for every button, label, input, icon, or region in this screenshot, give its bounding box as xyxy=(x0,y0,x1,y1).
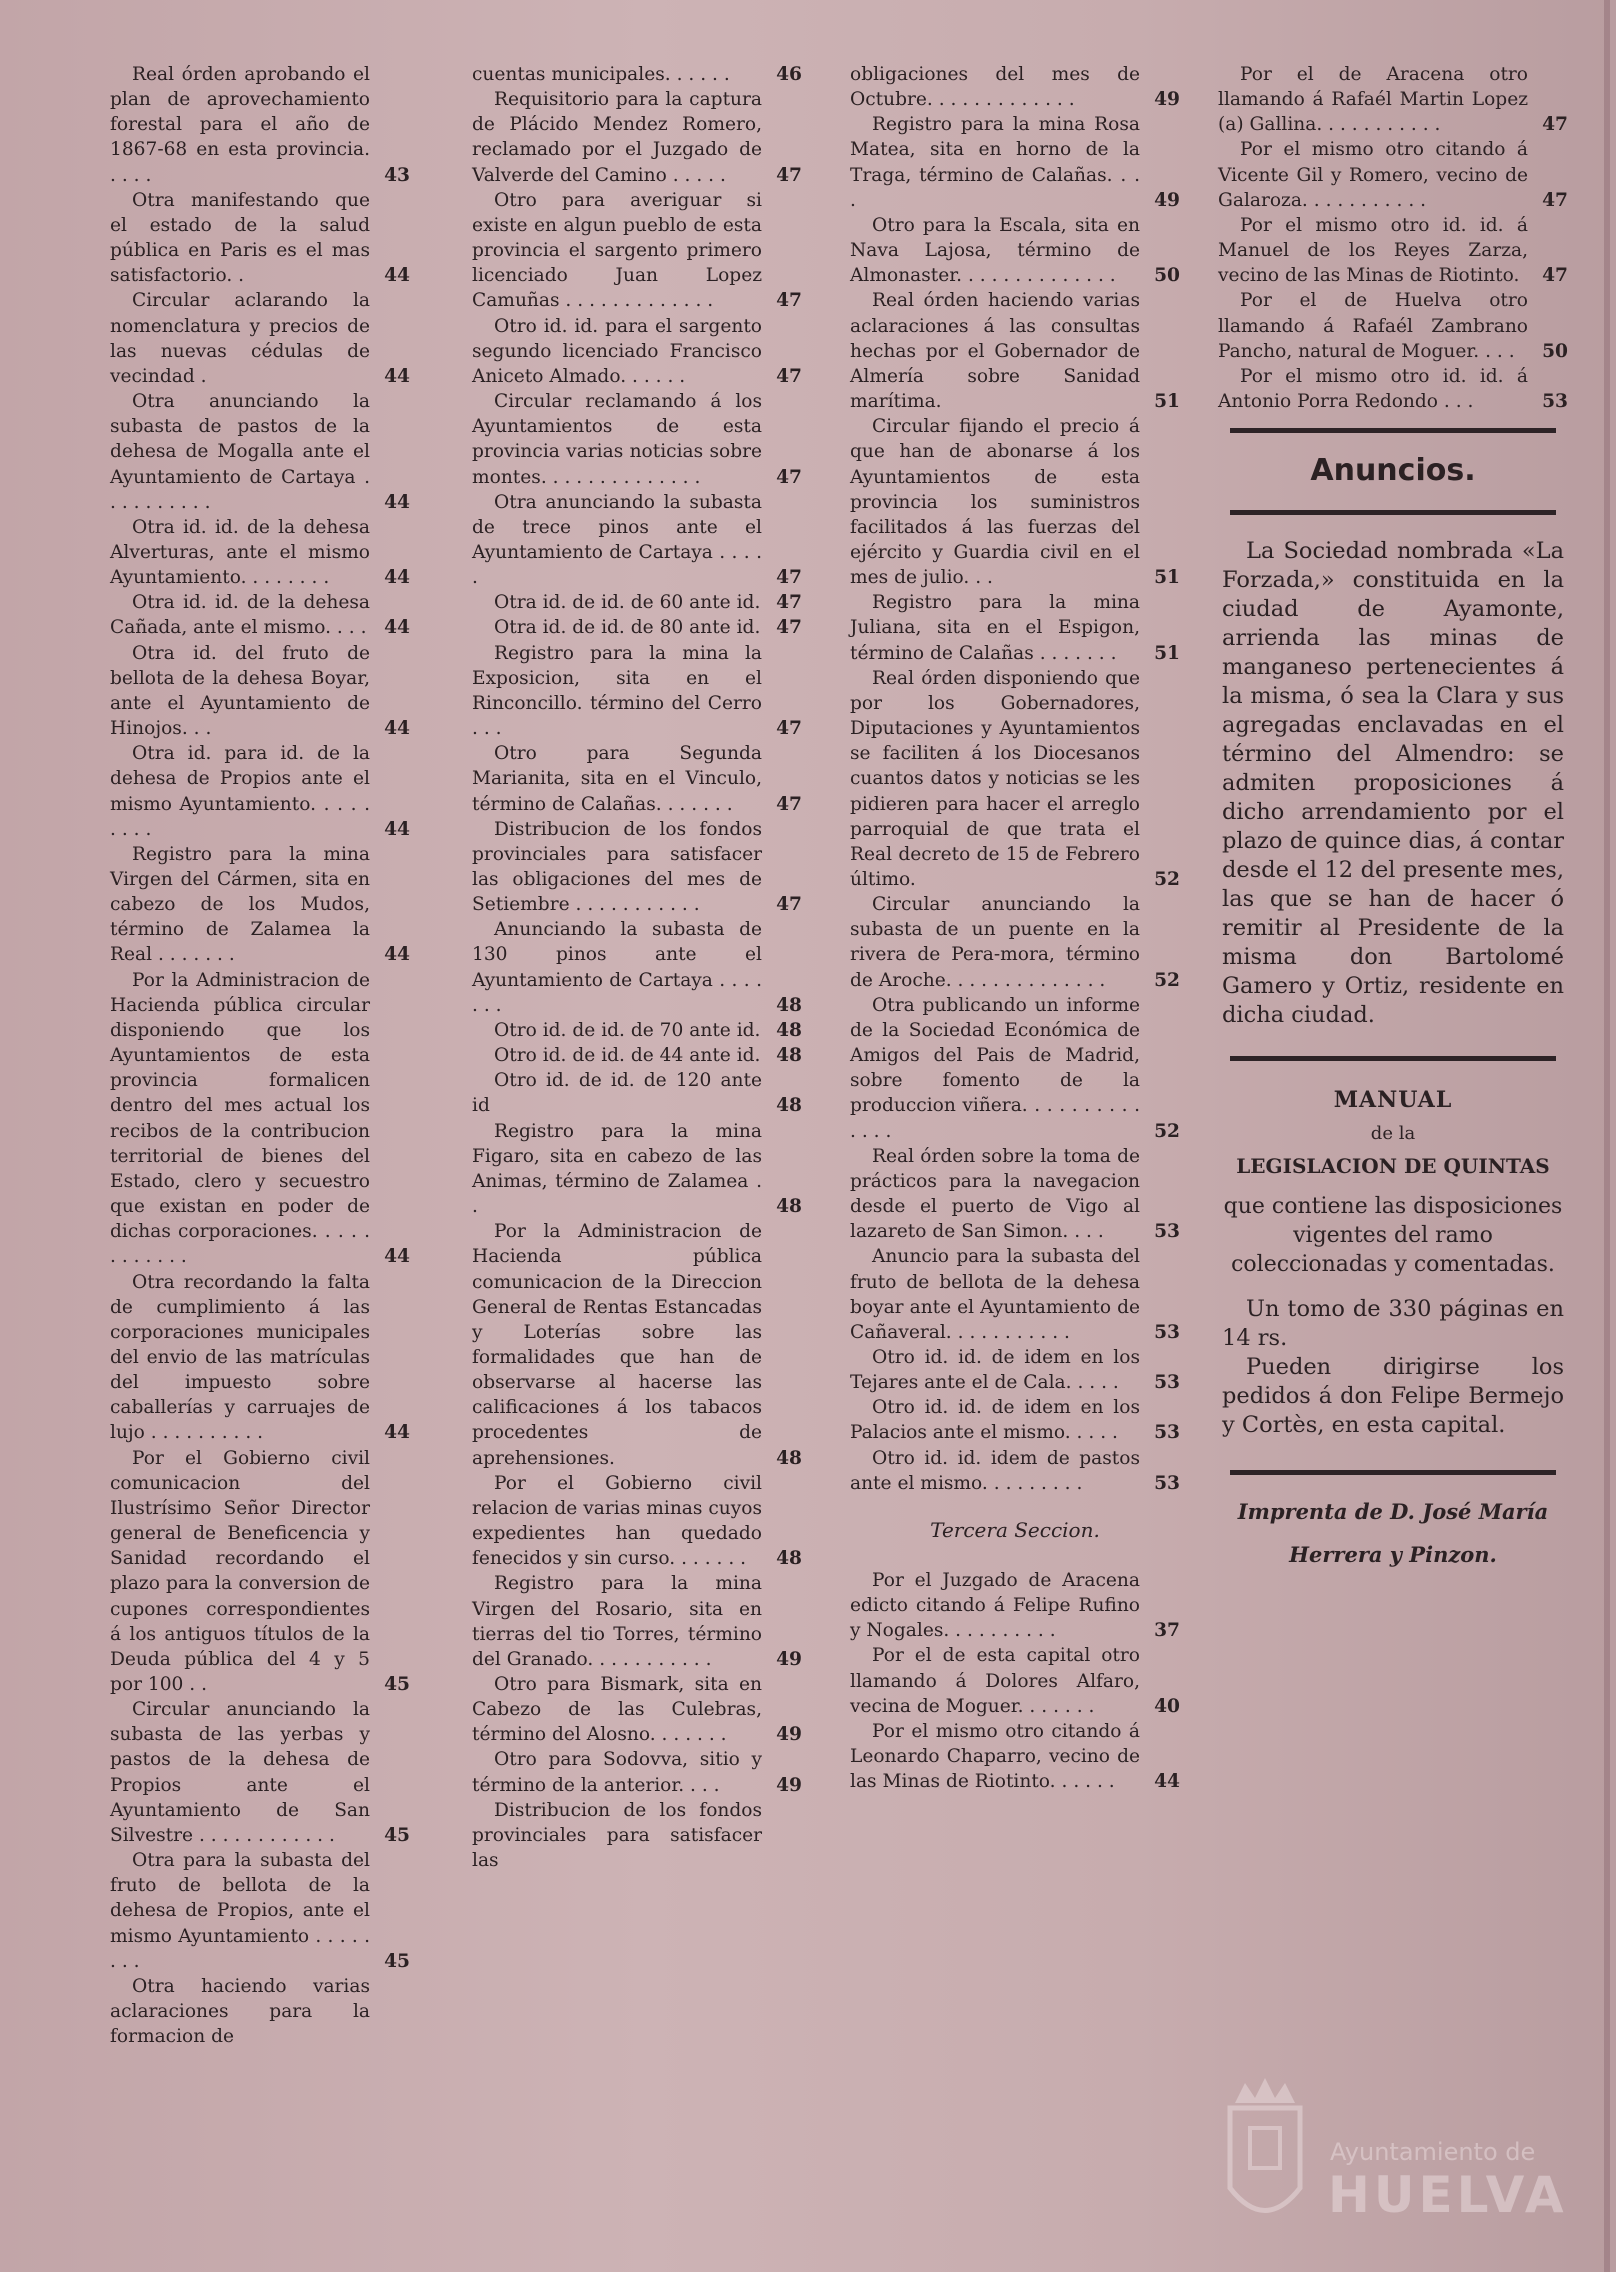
entry-text: Por el de Huelva otro llamando á Rafaél Zambrano Pancho, natural de Moguer. . . . xyxy=(1218,290,1528,362)
entry-page-number: 44 xyxy=(384,567,410,589)
index-entry xyxy=(472,1672,802,1747)
index-entry xyxy=(472,641,802,742)
index-entry xyxy=(472,1043,802,1068)
entry-text: Distribucion de los fondos provinciales para satisfacer las obligaciones del mes de Setiembre . . . . . . . . . . . xyxy=(472,818,762,916)
index-entry xyxy=(472,490,802,591)
entry-text: Otra id. para id. de la dehesa de Propios ante el mismo Ayuntamiento. . . . . . . . . xyxy=(110,743,370,840)
index-entry xyxy=(472,314,802,389)
entry-text: Real órden haciendo varias aclaraciones á las consultas hechas por el Gobernador de Almería sobre Sanidad marítima. xyxy=(850,290,1140,413)
entry-text: Por el de esta capital otro llamando á Dolores Alfaro, vecina de Moguer. . . . . . . xyxy=(850,1645,1140,1717)
index-entry xyxy=(472,1471,802,1572)
index-entry xyxy=(110,1697,410,1848)
entry-page-number: 47 xyxy=(1542,265,1568,287)
crest-icon xyxy=(1220,2068,1310,2238)
watermark-line-1: Ayuntamiento de xyxy=(1330,2138,1536,2166)
index-entry xyxy=(110,968,410,1270)
imprint-line-2: Herrera y Pinzon. xyxy=(1289,1542,1497,1568)
entry-page-number: 49 xyxy=(1154,189,1180,211)
index-entry xyxy=(850,1144,1180,1245)
index-entry xyxy=(110,590,410,640)
entry-page-number: 45 xyxy=(384,1950,410,1972)
entry-text: Otro id. id. para el sargento segundo licenciado Francisco Aniceto Almado. . . . . . xyxy=(472,315,762,387)
entry-text: Otra id. id. de la dehesa Alverturas, ante el mismo Ayuntamiento. . . . . . . . xyxy=(110,516,370,589)
entry-text: Otro para averiguar si existe en algun pueblo de esta provincia el sargento primero licenciado Juan Lopez Camuñas . . . . . . . . . . . . . xyxy=(472,189,762,312)
entry-page-number: 51 xyxy=(1154,567,1180,589)
entry-page-number: 46 xyxy=(776,64,802,85)
entry-page-number: 52 xyxy=(1154,1120,1180,1142)
entry-page-number: 48 xyxy=(776,1045,802,1067)
entry-page-number: 51 xyxy=(1154,391,1180,413)
entry-text: Otro para Bismark, sita en Cabezo de las Culebras, término del Alosno. . . . . . . xyxy=(472,1674,762,1746)
entry-text: Registro para la mina Figaro, sita en cabezo de las Animas, término de Zalamea . . xyxy=(472,1120,762,1218)
index-entry xyxy=(850,1643,1180,1718)
index-entry xyxy=(850,1395,1180,1445)
divider xyxy=(1230,510,1556,515)
entry-page-number: 44 xyxy=(384,818,410,840)
entry-text: Otra id. de id. de 80 ante id. xyxy=(494,617,761,639)
index-entry xyxy=(110,1270,410,1446)
entry-page-number: 47 xyxy=(776,793,802,815)
index-entry xyxy=(110,641,410,742)
entry-page-number: 37 xyxy=(1154,1620,1180,1642)
entry-text: Registro para la mina Juliana, sita en el Espigon, término de Calañas . . . . . . . xyxy=(850,592,1140,664)
index-column-1 xyxy=(110,62,410,2049)
index-entry xyxy=(1218,137,1568,212)
index-entry xyxy=(110,389,410,515)
index-entry xyxy=(110,1848,410,1974)
entry-text: Real órden aprobando el plan de aprovechamiento forestal para el año de 1867-68 en esta provincia. . . . . xyxy=(110,64,370,186)
index-entry xyxy=(110,515,410,590)
entry-page-number: 40 xyxy=(1154,1695,1180,1717)
entry-text: Otra anunciando la subasta de trece pinos ante el Ayuntamiento de Cartaya . . . . . xyxy=(472,491,762,589)
entry-text: Otro para Segunda Marianita, sita en el Vinculo, término de Calañas. . . . . . . xyxy=(472,743,762,815)
entry-text: Real órden disponiendo que por los Gobernadores, Diputaciones y Ayuntamientos se faciliten á los Diocesanos cuantos datos y noticias se les pidieren para hacer el arreglo parroquial de que trata el Real decreto de 15 de Febrero último. xyxy=(850,667,1140,890)
index-entry xyxy=(850,590,1180,665)
entry-page-number: 52 xyxy=(1154,869,1180,890)
entry-page-number: 48 xyxy=(776,994,802,1016)
index-entry xyxy=(472,1219,802,1471)
entry-page-number: 44 xyxy=(384,944,410,966)
entry-text: Por el mismo otro citando á Vicente Gil y Romero, vecino de Galaroza. . . . . . . . . . . xyxy=(1218,139,1528,211)
entry-text: Otro id. de id. de 44 ante id. xyxy=(494,1045,761,1067)
index-column-2 xyxy=(472,62,802,1873)
index-entry xyxy=(850,213,1180,288)
index-entry xyxy=(472,917,802,1018)
index-entry xyxy=(472,590,802,615)
entry-text: Anuncio para la subasta del fruto de bellota de la dehesa boyar ante el Ayuntamiento de Cañaveral. . . . . . . . . . . xyxy=(850,1246,1140,1343)
index-entry xyxy=(472,62,802,87)
entry-text: Otra haciendo varias aclaraciones para la formacion de xyxy=(110,1975,370,2048)
entry-text: Otra id. de id. de 60 ante id. xyxy=(494,592,761,614)
divider xyxy=(1230,1470,1556,1475)
entry-page-number: 47 xyxy=(776,894,802,916)
entry-page-number: 48 xyxy=(776,1019,802,1041)
entry-text: Otro para la Escala, sita en Nava Lajosa, término de Almonaster. . . . . . . . . . . . . . xyxy=(850,214,1140,287)
index-entry xyxy=(850,892,1180,993)
index-entry xyxy=(472,87,802,188)
index-entry xyxy=(1218,62,1568,137)
entry-page-number: 44 xyxy=(1154,1771,1180,1793)
index-entry xyxy=(472,1068,802,1118)
entry-text: Real órden sobre la toma de prácticos para la navegacion desde el puerto de Vigo al lazareto de San Simon. . . . xyxy=(850,1145,1140,1243)
index-entry xyxy=(110,62,410,188)
entry-text: cuentas municipales. . . . . . xyxy=(472,64,730,85)
entry-text: Por el Gobierno civil comunicacion del Ilustrísimo Señor Director general de Beneficencia y Sanidad recordando el plazo para la conversion de cupones correspondientes á los antiguos títulos de la Deuda pública del 4 y 5 por 100 . . xyxy=(110,1447,370,1695)
page-edge-shadow xyxy=(1604,0,1610,2272)
entry-text: obligaciones del mes de Octubre. . . . . . . . . . . . . xyxy=(850,64,1140,111)
index-entry xyxy=(850,62,1180,112)
index-entry xyxy=(110,741,410,842)
manual-subtitle: LEGISLACION DE QUINTAS xyxy=(1236,1154,1550,1179)
entry-page-number: 47 xyxy=(1542,189,1568,211)
entry-page-number: 44 xyxy=(384,718,410,740)
entry-page-number: 47 xyxy=(776,290,802,312)
index-entry xyxy=(472,389,802,490)
entry-text: Registro para la mina la Exposicion, sita en el Rinconcillo. término del Cerro . . . xyxy=(472,642,762,740)
entry-page-number: 49 xyxy=(776,1648,802,1670)
entry-page-number: 47 xyxy=(776,617,802,639)
imprint-line-1: Imprenta de D. José María xyxy=(1237,1499,1549,1525)
entry-text: Requisitorio para la captura de Plácido Mendez Romero, reclamado por el Juzgado de Valverde del Camino . . . . . xyxy=(472,89,762,186)
entry-page-number: 45 xyxy=(384,1824,410,1846)
entry-page-number: 47 xyxy=(776,718,802,740)
entry-page-number: 47 xyxy=(776,164,802,186)
entry-page-number: 53 xyxy=(1154,1372,1180,1394)
index-entry xyxy=(110,842,410,968)
index-entry xyxy=(1218,213,1568,288)
anuncio-notice: La Sociedad nombrada «La Forzada,» constituida en la ciudad de Ayamonte, arrienda las minas de manganeso pertenecientes á la misma, ó sea la Clara y sus agregadas enclavadas en el término del Almendro: se admiten proposiciones á dicho arrendamiento por el plazo de quince dias, á contar desde el 12 del presente mes, las que se han de hacer ó remitir al Presidente de la misma don Bartolomé Gamero y Ortiz, residente en dicha ciudad. xyxy=(1222,538,1564,1029)
entry-text: Otra anunciando la subasta de pastos de la dehesa de Mogalla ante el Ayuntamiento de Cartaya . . . . . . . . . . xyxy=(110,391,370,513)
index-entry xyxy=(1218,364,1568,414)
watermark xyxy=(1200,2068,1568,2248)
index-entry xyxy=(110,1974,410,2049)
index-entry xyxy=(850,414,1180,590)
index-entry xyxy=(110,288,410,389)
index-entry xyxy=(472,188,802,314)
entry-text: Por la Administracion de Hacienda pública circular disponiendo que los Ayuntamientos de esta provincia formalicen dentro del mes actual los recibos de la contribucion territorial de bienes del Estado, clero y secuestro que existan en poder de dichas corporaciones. . . . . . . . . . . . xyxy=(110,969,370,1268)
entry-page-number: 50 xyxy=(1154,265,1180,287)
entry-text: Otro para Sodovva, sitio y término de la anterior. . . . xyxy=(472,1749,762,1796)
tercera-seccion-entries xyxy=(850,1568,1180,1794)
entry-page-number: 48 xyxy=(776,1548,802,1570)
index-entry xyxy=(1218,288,1568,363)
entry-page-number: 50 xyxy=(1542,340,1568,362)
index-column-3 xyxy=(850,62,1180,1794)
manual-de: de la xyxy=(1370,1123,1416,1145)
index-entry xyxy=(850,288,1180,414)
entry-text: Distribucion de los fondos provinciales para satisfacer las xyxy=(472,1799,762,1872)
index-entry xyxy=(850,993,1180,1144)
index-entry xyxy=(472,741,802,816)
index-entry xyxy=(472,1018,802,1043)
entry-page-number: 47 xyxy=(1542,114,1568,136)
entry-text: Anunciando la subasta de 130 pinos ante el Ayuntamiento de Cartaya . . . . . . . xyxy=(472,919,762,1016)
index-entry xyxy=(472,1798,802,1873)
index-entry xyxy=(110,188,410,289)
divider xyxy=(1230,1056,1556,1061)
entry-text: Por el Juzgado de Aracena edicto citando á Felipe Rufino y Nogales. . . . . . . . . . xyxy=(850,1569,1140,1642)
entry-page-number: 47 xyxy=(776,592,802,614)
entry-text: Otra manifestando que el estado de la salud pública en Paris es el mas satisfactorio. . xyxy=(110,189,370,287)
entry-text: Por la Administracion de Hacienda pública comunicacion de la Direccion General de Rentas Estancadas y Loterías sobre las formalidades que han de observarse al hacerse las calificaciones á los tabacos procedentes de aprehensiones. xyxy=(472,1221,762,1469)
entry-text: Registro para la mina Rosa Matea, sita en horno de la Traga, término de Calañas. . . . xyxy=(850,114,1140,211)
entry-text: Otro id. de id. de 120 ante id xyxy=(472,1070,762,1117)
divider xyxy=(1230,428,1556,433)
anuncios-heading: Anuncios. xyxy=(1310,453,1476,489)
entry-page-number: 45 xyxy=(384,1674,410,1695)
entry-page-number: 44 xyxy=(384,617,410,639)
entry-page-number: 49 xyxy=(1154,89,1180,111)
index-entry xyxy=(850,1244,1180,1345)
entry-page-number: 44 xyxy=(384,1246,410,1268)
manual-tomo: Un tomo de 330 páginas en 14 rs. xyxy=(1222,1296,1564,1352)
entry-text: Otro id. de id. de 70 ante id. xyxy=(494,1019,761,1041)
entry-page-number: 44 xyxy=(384,265,410,287)
section-title-tercera: Tercera Seccion. xyxy=(930,1517,1100,1542)
entry-page-number: 51 xyxy=(1154,642,1180,664)
entry-page-number: 52 xyxy=(1154,969,1180,991)
entry-text: Por el mismo otro id. id. á Manuel de los Reyes Zarza, vecino de las Minas de Riotinto. xyxy=(1218,214,1528,287)
entry-text: Por el mismo otro citando á Leonardo Chaparro, vecino de las Minas de Riotinto. . . . . . xyxy=(850,1720,1140,1793)
entry-text: Circular fijando el precio á que han de abonarse á los Ayuntamientos de esta provincia los suministros facilitados á las fuerzas del ejército y Guardia civil en el mes de julio. . . xyxy=(850,416,1140,589)
entry-text: Otra publicando un informe de la Sociedad Económica de Amigos del Pais de Madrid, sobre fomento de la produccion viñera. . . . . . . . . . . . . . xyxy=(850,994,1140,1142)
manual-pedidos: Pueden dirigirse los pedidos á don Felipe Bermejo y Cortès, en esta capital. xyxy=(1222,1354,1564,1439)
index-entry xyxy=(472,1747,802,1797)
entry-page-number: 48 xyxy=(776,1095,802,1117)
entry-page-number: 53 xyxy=(1154,1321,1180,1343)
entry-page-number: 53 xyxy=(1154,1472,1180,1494)
entry-text: Registro para la mina Virgen del Cármen, sita en cabezo de los Mudos, término de Zalamea la Real . . . . . . . xyxy=(110,843,370,966)
index-entry xyxy=(110,1446,410,1698)
index-column-4 xyxy=(1218,62,1568,1570)
entry-text: Circular reclamando á los Ayuntamientos de esta provincia varias noticias sobre montes. . . . . . . . . . . . . . xyxy=(472,391,762,488)
index-entry xyxy=(472,817,802,918)
entry-page-number: 49 xyxy=(776,1724,802,1746)
index-entry xyxy=(850,1446,1180,1496)
entry-text: Otro id. id. de idem en los Palacios ante el mismo. . . . . xyxy=(850,1397,1140,1444)
index-entry xyxy=(472,1119,802,1220)
entry-page-number: 48 xyxy=(776,1447,802,1469)
index-column-3-entries xyxy=(850,62,1180,1496)
entry-text: Otra recordando la falta de cumplimiento á las corporaciones municipales del envio de las matrículas del impuesto sobre caballerías y carruajes de lujo . . . . . . . . . . xyxy=(110,1271,370,1444)
index-column-4-entries xyxy=(1218,62,1568,414)
index-entry xyxy=(850,1568,1180,1643)
entry-page-number: 44 xyxy=(384,365,410,387)
entry-page-number: 48 xyxy=(776,1196,802,1218)
manual-description: que contiene las disposiciones vigentes del ramo coleccionadas y comentadas. xyxy=(1223,1194,1563,1278)
entry-text: Por el mismo otro id. id. á Antonio Porra Redondo . . . xyxy=(1218,365,1528,413)
entry-text: Por el Gobierno civil relacion de varias minas cuyos expedientes han quedado fenecidos y sin curso. . . . . . . xyxy=(472,1472,762,1570)
index-entry xyxy=(472,615,802,640)
entry-text: Otro id. id. de idem en los Tejares ante el de Cala. . . . . xyxy=(850,1346,1140,1394)
index-entry xyxy=(850,1345,1180,1395)
entry-text: Por el de Aracena otro llamando á Rafaél Martin Lopez (a) Gallina. . . . . . . . . . . xyxy=(1218,64,1528,136)
entry-text: Circular anunciando la subasta de un puente en la rivera de Pera-mora, término de Aroche. . . . . . . . . . . . . . xyxy=(850,894,1140,991)
index-entry xyxy=(850,112,1180,213)
index-entry xyxy=(850,666,1180,892)
entry-page-number: 44 xyxy=(384,491,410,513)
index-entry xyxy=(472,1571,802,1672)
index-entry xyxy=(850,1719,1180,1794)
entry-page-number: 47 xyxy=(776,567,802,589)
entry-page-number: 53 xyxy=(1542,391,1568,413)
entry-text: Otra id. id. de la dehesa Cañada, ante el mismo. . . . xyxy=(110,592,370,639)
entry-text: Otra id. del fruto de bellota de la dehesa Boyar, ante el Ayuntamiento de Hinojos. . . xyxy=(110,642,370,740)
entry-page-number: 43 xyxy=(384,164,410,186)
watermark-line-2: HUELVA xyxy=(1328,2166,1568,2224)
entry-text: Otra para la subasta del fruto de bellota de la dehesa de Propios, ante el mismo Ayuntamiento . . . . . . . . xyxy=(110,1850,370,1972)
entry-text: Otro id. id. idem de pastos ante el mismo. . . . . . . . . xyxy=(850,1447,1140,1494)
entry-page-number: 44 xyxy=(384,1422,410,1444)
entry-page-number: 47 xyxy=(776,466,802,488)
entry-page-number: 47 xyxy=(776,365,802,387)
entry-page-number: 49 xyxy=(776,1774,802,1796)
entry-page-number: 53 xyxy=(1154,1221,1180,1243)
entry-text: Circular aclarando la nomenclatura y precios de las nuevas cédulas de vecindad . xyxy=(110,290,370,387)
manual-title: MANUAL xyxy=(1333,1087,1453,1114)
entry-text: Registro para la mina Virgen del Rosario, sita en tierras del tio Torres, término del Granado. . . . . . . . . . . xyxy=(472,1573,762,1670)
entry-text: Circular anunciando la subasta de las yerbas y pastos de la dehesa de Propios ante el Ayuntamiento de San Silvestre . . . . . . . . . . . . xyxy=(110,1699,370,1846)
entry-page-number: 53 xyxy=(1154,1422,1180,1444)
